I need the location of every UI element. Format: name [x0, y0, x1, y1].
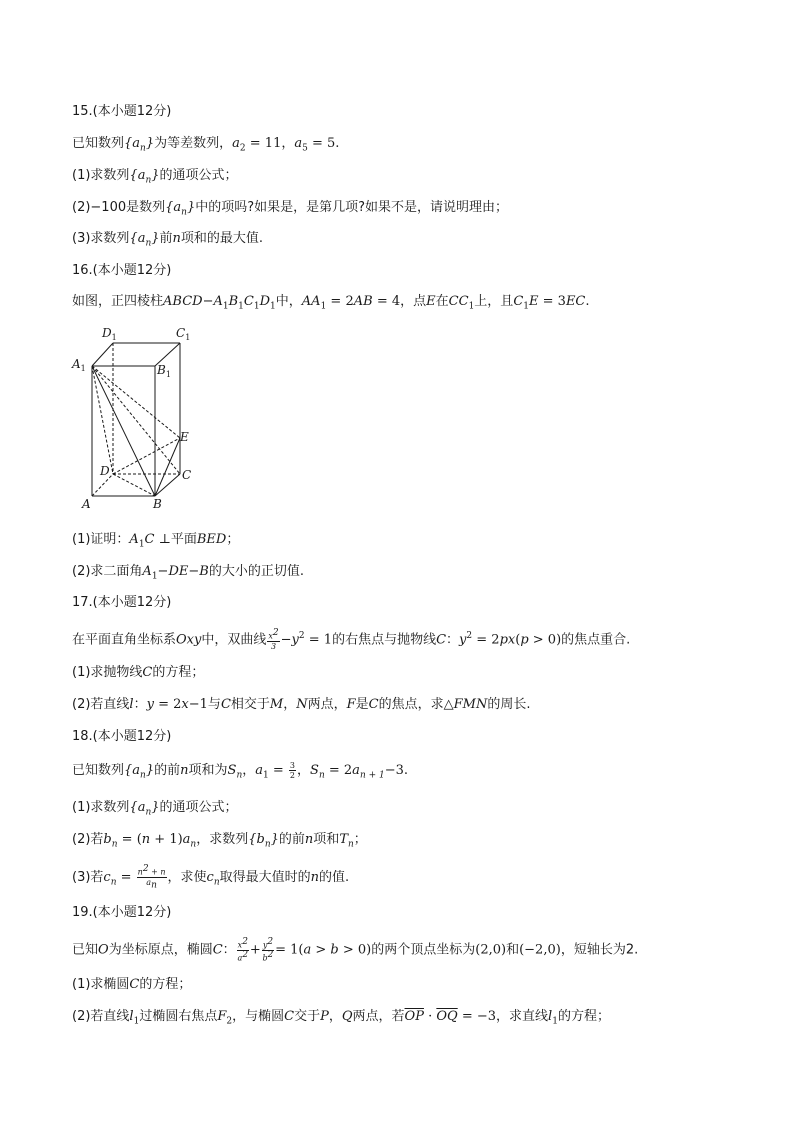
label-a1: $A_1$ [72, 357, 86, 373]
label-a: A [82, 497, 91, 511]
q16-header: 16.(本小题12分) [72, 263, 172, 278]
q19-stem: 已知O为坐标原点，椭圆C： $\frac{x^2}{a^2}$ + $\frac{y^2}{b^2}$ = 1(a > b > 0)的两个顶点坐标为(2,0)和(−2,0)，短轴长为2. [72, 937, 639, 963]
label-e: E [180, 430, 189, 444]
q18-stem: 已知数列$\{a_n\}$的前n项和为$S_n$，$a_1$ = $\frac{3}{2}$ ，$S_n = 2a_{n + 1}-3$. [72, 761, 409, 781]
q18-part3: (3)若$c_n$ = $\frac{n^2 + n}{a_n}$ ，求使$c_n$取得最大值时的n的值. [72, 864, 350, 891]
q19-header: 19.(本小题12分) [72, 905, 172, 920]
q15-part3: (3)求数列$\{a_n\}$前n项和的最大值. [72, 231, 264, 249]
q17-header: 17.(本小题12分) [72, 595, 172, 610]
label-d1: $D_1$ [102, 326, 117, 342]
q19-part1: (1)求椭圆C的方程； [72, 977, 192, 992]
edge-a1d1 [92, 343, 113, 366]
q19-part2: (2)若直线$l_1$过椭圆右焦点$F_2$，与椭圆C交于P，Q两点，若$\overline{OP} \cdot \overline{OQ} = -3$，求直线$l_1$的方程； [72, 1009, 610, 1027]
q17-part2: (2)若直线l：y = 2x−1与C相交于M，N两点，F是C的焦点，求△FMN的周长. [72, 697, 531, 712]
q16-stem: 如图，正四棱柱$ABCD-A_1B_1C_1D_1$中，$AA_1 = 2AB = 4$，点E在$CC_1$上，且$C_1E = 3EC$. [72, 294, 590, 312]
label-b: B [153, 497, 162, 511]
edge-bc [155, 474, 180, 496]
q15-stem: 已知数列$\{a_n\}$为等差数列，$a_2 = 11$，$a_5 = 5$. [72, 136, 340, 154]
label-c: C [182, 468, 192, 482]
label-c1: $C_1$ [176, 326, 191, 342]
q17-part1: (1)求抛物线C的方程； [72, 665, 205, 680]
q15-part1: (1)求数列$\{a_n\}$的通项公式； [72, 168, 238, 186]
q15-header: 15.(本小题12分) [72, 104, 172, 119]
line-db [113, 474, 155, 496]
prism-figure [70, 322, 200, 514]
q18-part2: (2)若$b_n = (n + 1)a_n$，求数列$\{b_n\}$的前n项和$T_n$； [72, 832, 367, 850]
label-d: D [100, 464, 110, 478]
line-de [113, 438, 180, 474]
q17-stem: 在平面直角坐标系Oxy中，双曲线 $\frac{x^2}{3}$ $-y^2 = 1$的右焦点与抛物线C：$y^2 = 2px(p > 0)$的焦点重合. [72, 628, 631, 651]
q18-header: 18.(本小题12分) [72, 729, 172, 744]
q18-part1: (1)求数列$\{a_n\}$的通项公式； [72, 800, 238, 818]
q15-part2: (2)−100是数列$\{a_n\}$中的项吗?如果是，是第几项?如果不是，请说明理由； [72, 200, 509, 218]
q16-part2: (2)求二面角$A_1-DE-B$的大小的正切值. [72, 564, 304, 582]
label-b1: $B_1$ [157, 363, 171, 379]
q16-part1: (1)证明：$A_1C$ ⊥平面BED； [72, 532, 240, 550]
line-a1d [92, 366, 113, 474]
line-be [155, 438, 180, 496]
